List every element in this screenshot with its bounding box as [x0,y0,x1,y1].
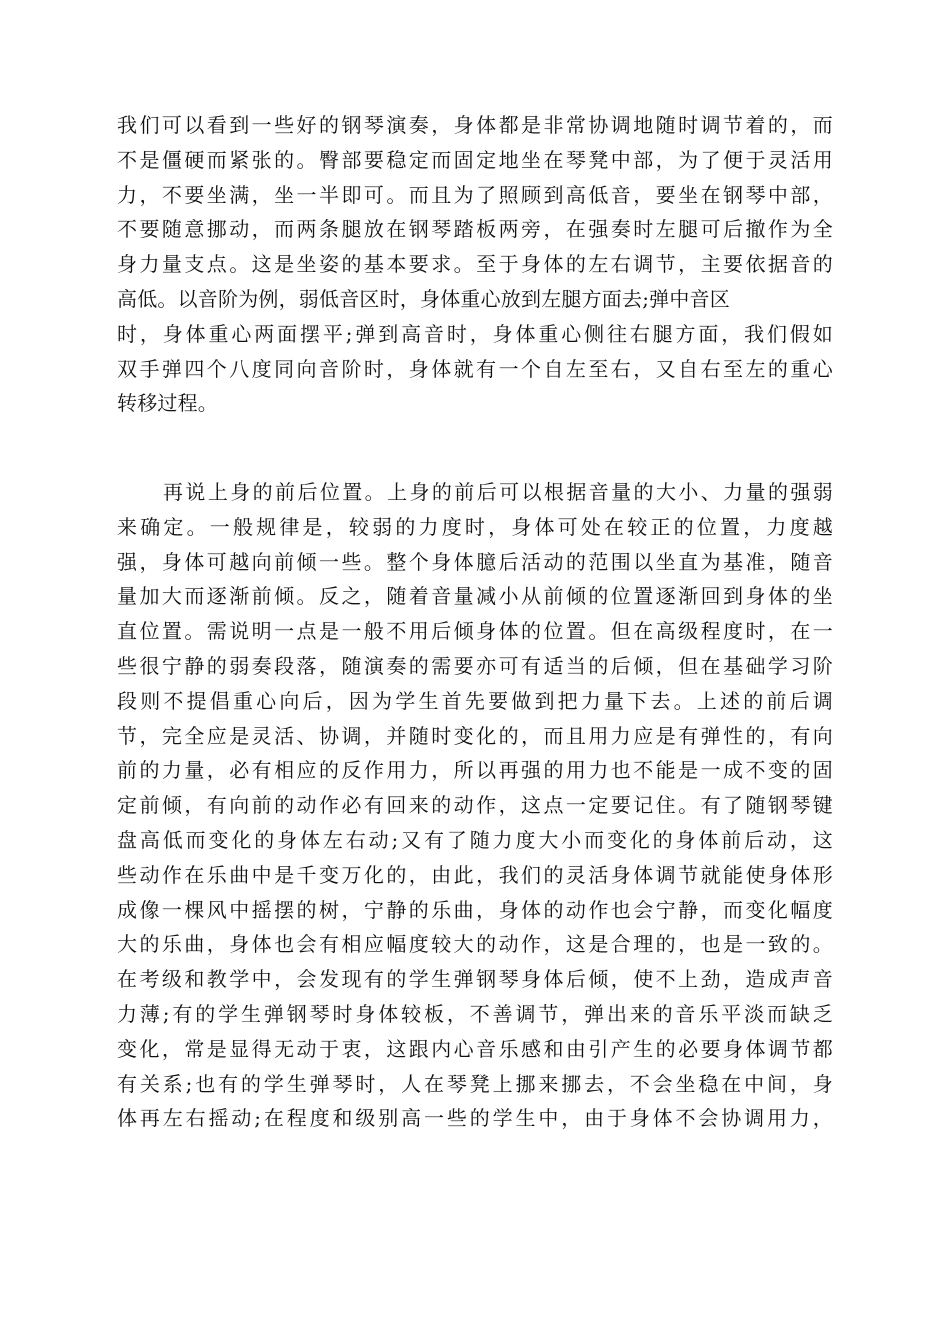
paragraph-line: 前的力量，必有相应的反作用力，所以再强的用力也不能是一成不变的固 [117,758,833,783]
paragraph-line: 节，完全应是灵活、协调，并随时变化的，而且用力应是有弹性的，有向 [117,723,833,748]
paragraph-line: 强，身体可越向前倾一些。整个身体臆后活动的范围以坐直为基准，随音 [117,549,833,574]
paragraph-line: 些很宁静的弱奏段落，随演奏的需要亦可有适当的后倾，但在基础学习阶 [117,653,833,678]
paragraph-line: 体再左右摇动;在程度和级别高一些的学生中，由于身体不会协调用力， [117,1106,833,1131]
paragraph-line: 定前倾，有向前的动作必有回来的动作，这点一定要记住。有了随钢琴键 [117,793,833,818]
paragraph-line: 盘高低而变化的身体左右动;又有了随力度大小而变化的身体前后动，这 [117,827,833,852]
paragraph-line: 量加大而逐渐前倾。反之，随着音量减小从前倾的位置逐渐回到身体的坐 [117,584,833,609]
paragraph-line: 不要随意挪动，而两条腿放在钢琴踏板两旁，在强奏时左腿可后撤作为全 [117,217,833,242]
paragraph-line: 段则不提倡重心向后，因为学生首先要做到把力量下去。上述的前后调 [117,688,833,713]
paragraph-line: 高低。以音阶为例，弱低音区时，身体重心放到左腿方面去;弹中音区 [117,286,730,311]
paragraph-2 [117,475,833,1136]
paragraph-line: 我们可以看到一些好的钢琴演奏，身体都是非常协调地随时调节着的，而 [117,113,833,137]
paragraph-line: 力薄;有的学生弹钢琴时身体较板，不善调节，弹出来的音乐平淡而缺乏 [117,1001,833,1026]
paragraph-line: 些动作在乐曲中是千变万化的，由此，我们的灵活身体调节就能使身体形 [117,862,833,887]
paragraph-1 [117,108,833,421]
paragraph-line: 直位置。需说明一点是一般不用后倾身体的位置。但在高级程度时，在一 [117,619,833,644]
paragraph-line: 身力量支点。这是坐姿的基本要求。至于身体的左右调节，主要依据音的 [117,252,833,277]
paragraph-line: 力，不要坐满，坐一半即可。而且为了照顾到高低音，要坐在钢琴中部， [117,182,833,207]
paragraph-line: 再说上身的前后位置。上身的前后可以根据音量的大小、力量的强弱 [163,480,833,504]
paragraph-line: 大的乐曲，身体也会有相应幅度较大的动作，这是合理的，也是一致的。 [117,932,833,957]
paragraph-line: 成像一棵风中摇摆的树，宁静的乐曲，身体的动作也会宁静，而变化幅度 [117,897,833,922]
paragraph-line: 不是僵硬而紧张的。臀部要稳定而固定地坐在琴凳中部，为了便于灵活用 [117,147,833,172]
paragraph-line: 时，身体重心两面摆平;弹到高音时，身体重心侧往右腿方面，我们假如 [117,321,833,346]
paragraph-line: 有关系;也有的学生弹琴时，人在琴凳上挪来挪去，不会坐稳在中间，身 [117,1071,833,1096]
paragraph-line: 转移过程。 [117,391,218,416]
paragraph-line: 变化，常是显得无动于衷，这跟内心音乐感和由引产生的必要身体调节都 [117,1036,833,1061]
paragraph-line: 在考级和教学中，会发现有的学生弹钢琴身体后倾，使不上劲，造成声音 [117,967,833,992]
paragraph-line: 双手弹四个八度同向音阶时，身体就有一个自左至右，又自右至左的重心 [117,356,833,381]
paragraph-line: 来确定。一般规律是，较弱的力度时，身体可处在较正的位置，力度越 [117,514,833,539]
